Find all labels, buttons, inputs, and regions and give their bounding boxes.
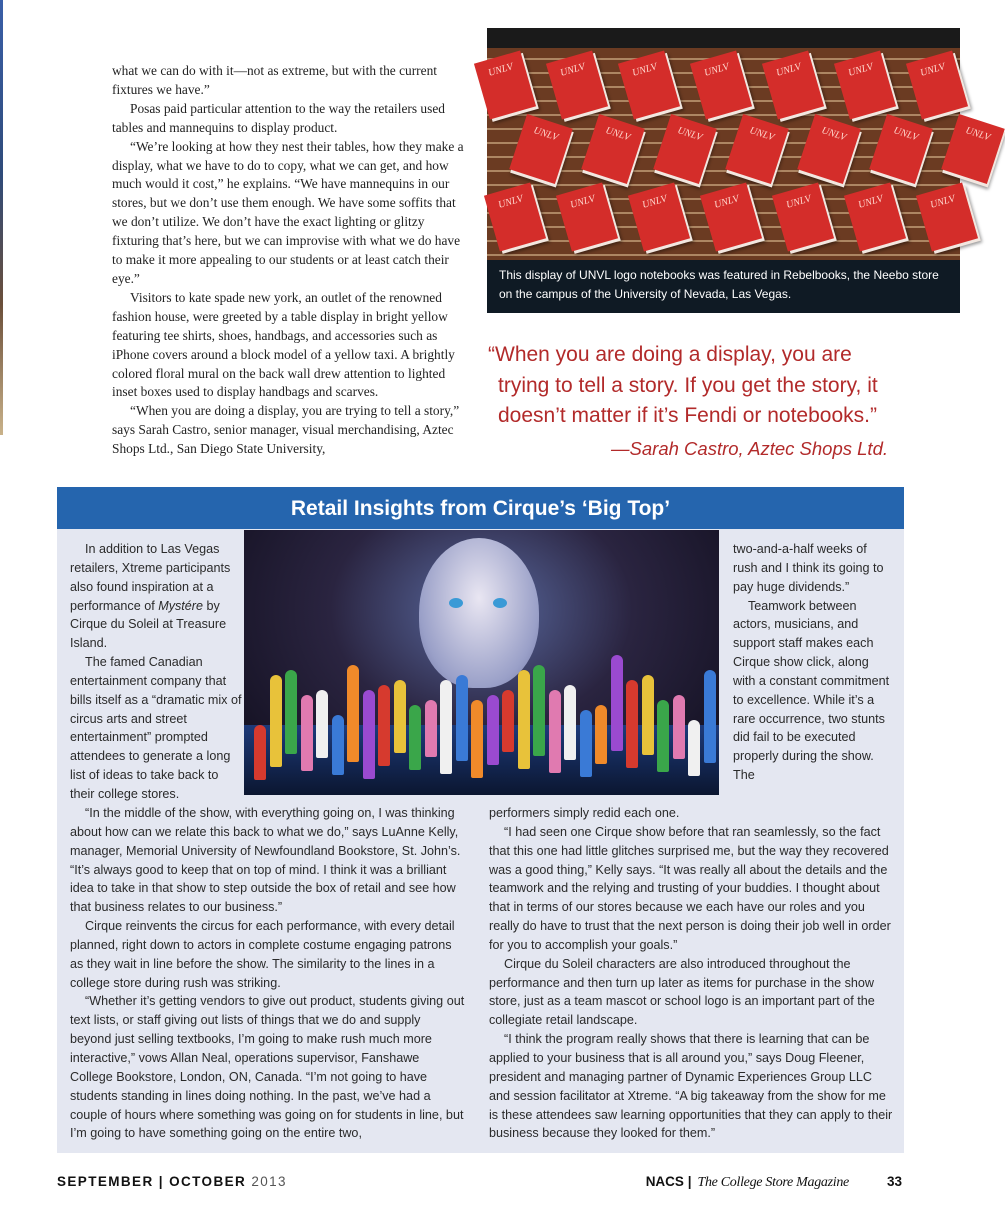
issue-date [57, 1174, 287, 1189]
unlv-notebook: UNLV [653, 114, 717, 184]
sidebar-paragraph: In addition to Las Vegas retailers, Xtreme participants also found inspiration at a performance of Mystére by Cirque du Soleil at Treasure Island. [70, 542, 231, 651]
unlv-notebook: UNLV [762, 51, 824, 120]
performer-figure [518, 670, 530, 769]
performer-figure [533, 665, 545, 756]
performer-figure [657, 700, 669, 772]
article-paragraph: what we can do with it—not as extreme, but with the current fixtures we have.” [112, 63, 438, 97]
performer-figure [254, 725, 266, 780]
photo-caption: This display of UNVL logo notebooks was featured in Rebelbooks, the Neebo store on the campus of the University of Nevada, Las Vegas. [487, 260, 960, 313]
unlv-notebook: UNLV [941, 114, 1005, 184]
performer-figure [363, 690, 375, 779]
issue-year: 2013 [251, 1174, 287, 1189]
publisher-name: NACS | [645, 1174, 692, 1189]
performer-figure [704, 670, 716, 763]
pull-quote-attribution: —Sarah Castro, Aztec Shops Ltd. [611, 437, 888, 459]
unlv-notebook: UNLV [484, 183, 546, 252]
performer-figure [301, 695, 313, 771]
performer-figure [409, 705, 421, 770]
unlv-notebook: UNLV [628, 183, 690, 252]
unlv-notebook: UNLV [509, 114, 573, 184]
performer-figure [456, 675, 468, 761]
unlv-notebook: UNLV [474, 51, 536, 120]
sidebar-paragraph: The famed Canadian entertainment company that bills itself as a “dramatic mix of circus arts and street entertainment” prompted attendees to generate a long list of ideas to take back to their college stores. [70, 655, 242, 801]
performer-figure [378, 685, 390, 766]
unlv-notebook: UNLV [581, 114, 645, 184]
unlv-notebook: UNLV [869, 114, 933, 184]
performer-figure [332, 715, 344, 775]
magazine-title: The College Store Magazine [697, 1175, 849, 1190]
performer-figure [626, 680, 638, 768]
sidebar-column-right-top [733, 540, 893, 785]
sidebar-paragraph: Cirque du Soleil characters are also introduced throughout the performance and then turn up later as items for purchase in the show store, just as a team mascot or school logo is an important part of the collegiate retail landscape. [489, 956, 875, 1028]
performer-figure [595, 705, 607, 764]
performer-figure [564, 685, 576, 760]
unlv-notebook: UNLV [844, 183, 906, 252]
sidebar-column-left-top [70, 540, 242, 804]
performer-figure [440, 680, 452, 774]
article-paragraph: Posas paid particular attention to the way the retailers used tables and mannequins to display product. [112, 100, 445, 135]
unlv-notebook: UNLV [618, 51, 680, 120]
unlv-notebook: UNLV [772, 183, 834, 252]
unlv-notebook: UNLV [797, 114, 861, 184]
sidebar-paragraph: “In the middle of the show, with everything going on, I was thinking about how can we relate this back to what we do,” says LuAnne Kelly, manager, Memorial University of Newfoundland Bookstore, St. John’s. “It’s always good to keep that on top of mind. I think it was a brilliant idea to take in that show to step outside the box of retail and see how that business relates to our business.” [70, 806, 461, 915]
sidebar-paragraph: performers simply redid each one. [489, 806, 680, 820]
sidebar-paragraph: “I think the program really shows that there is learning that can be applied to your business that is all around you,” says Doug Fleener, president and managing partner of Dynamic Experiences Group LLC and session facilitator at Xtreme. “A big takeaway from the show for me is these attendees saw learning opportunities that they can apply to their business because they looked for them.” [489, 1032, 893, 1141]
unlv-notebook: UNLV [906, 51, 968, 120]
pull-quote [488, 340, 888, 464]
sidebar-paragraph: “I had seen one Cirque show before that ran seamlessly, so the fact that this one had little glitches surprised me, but the way they recovered was a good thing,” Kelly says. “It was really all about the details and the teamwork and the relying and trusting of your buddies. I thought about that in terms of our stores because we each have our roles and you really do have to trust that the next person is doing their job well in order for you to accomplish your goals.” [489, 824, 891, 952]
performer-figure [394, 680, 406, 753]
shelf-slat [487, 254, 960, 256]
page-number: 33 [886, 1174, 902, 1189]
sidebar-paragraph: “Whether it’s getting vendors to give out product, students giving out text lists, or staff giving out lists of things that we do and supply beyond just selling textbooks, I’m going to make rush much more interactive,” vows Allan Neal, operations supervisor, Fanshawe College Bookstore, London, ON, Canada. “I’m not going to have students standing in lines doing nothing. In the past, we’ve had a couple of hours where something was going on for students in line, but I’m going to have something going on the entire two, [70, 994, 465, 1141]
unlv-notebook: UNLV [916, 183, 978, 252]
performer-figure [502, 690, 514, 752]
unlv-notebook: UNLV [690, 51, 752, 120]
performer-figure [611, 655, 623, 751]
performer-figure [347, 665, 359, 762]
unlv-notebook: UNLV [834, 51, 896, 120]
cirque-stage-photo [244, 530, 719, 795]
performer-figure [285, 670, 297, 754]
performer-figure [673, 695, 685, 759]
left-edge-photo-strip [0, 0, 3, 435]
unlv-notebook: UNLV [556, 183, 618, 252]
unlv-notebook: UNLV [700, 183, 762, 252]
performer-figure [425, 700, 437, 757]
performer-figure [580, 710, 592, 777]
unlv-notebooks-photo [487, 28, 992, 260]
sidebar-title: Retail Insights from Cirque’s ‘Big Top’ [57, 487, 904, 529]
giant-face-figure [419, 538, 539, 688]
pull-quote-text: “When you are doing a display, you are trying to tell a story. If you get the story, it doesn’t matter if it’s Fendi or notebooks.” [488, 343, 878, 427]
article-paragraph: “When you are doing a display, you are trying to tell a story,” says Sarah Castro, senior manager, visual merchandising, Aztec Shops Ltd., San Diego State University, [112, 403, 460, 457]
performer-figure [487, 695, 499, 765]
performer-figure [270, 675, 282, 767]
performer-figure [688, 720, 700, 776]
sidebar-column-left-bottom [70, 804, 465, 1143]
performer-figure [642, 675, 654, 755]
unlv-notebook: UNLV [546, 51, 608, 120]
unlv-notebook: UNLV [725, 114, 789, 184]
magazine-footer [646, 1174, 902, 1191]
performer-figure [316, 690, 328, 758]
sidebar-paragraph: two-and-a-half weeks of rush and I think its going to pay huge dividends.” [733, 542, 884, 594]
issue-months: SEPTEMBER | OCTOBER [57, 1174, 247, 1189]
sidebar-paragraph: Cirque reinvents the circus for each performance, with every detail planned, right down to actors in complete costume engaging patrons as they wait in line before the show. The similarity to the lines in a college store during rush was striking. [70, 919, 455, 990]
article-column [112, 62, 472, 459]
sidebar-paragraph: Teamwork between actors, musicians, and support staff makes each Cirque show click, along with a constant commitment to excellence. While it’s a rare occurrence, two stunts did fail to be executed properly during the show. The [733, 598, 890, 783]
performer-figure [549, 690, 561, 773]
show-title: Mystére [158, 598, 203, 613]
performer-figure [471, 700, 483, 778]
sidebar-column-right-bottom [489, 804, 893, 1143]
article-paragraph: Visitors to kate spade new york, an outlet of the renowned fashion house, were greeted by a table display in bright yellow featuring tee shirts, shoes, handbags, and accessories such as iPhone covers around a block model of a yellow taxi. A brightly colored floral mural on the back wall drew attention to lighted inset boxes used to display handbags and scarves. [112, 289, 455, 400]
article-paragraph: “We’re looking at how they nest their tables, how they make a display, what we have to do to copy, what we can get, and how much would it cost,” he explains. “We have mannequins in our stores, but we don’t use them enough. We have some soffits that we don’t utilize. We don’t have the exact lighting or glitzy fixturing that’s here, but we can improvise with what we do have to make it more appealing to our students or at least catch their eye.” [112, 138, 464, 286]
